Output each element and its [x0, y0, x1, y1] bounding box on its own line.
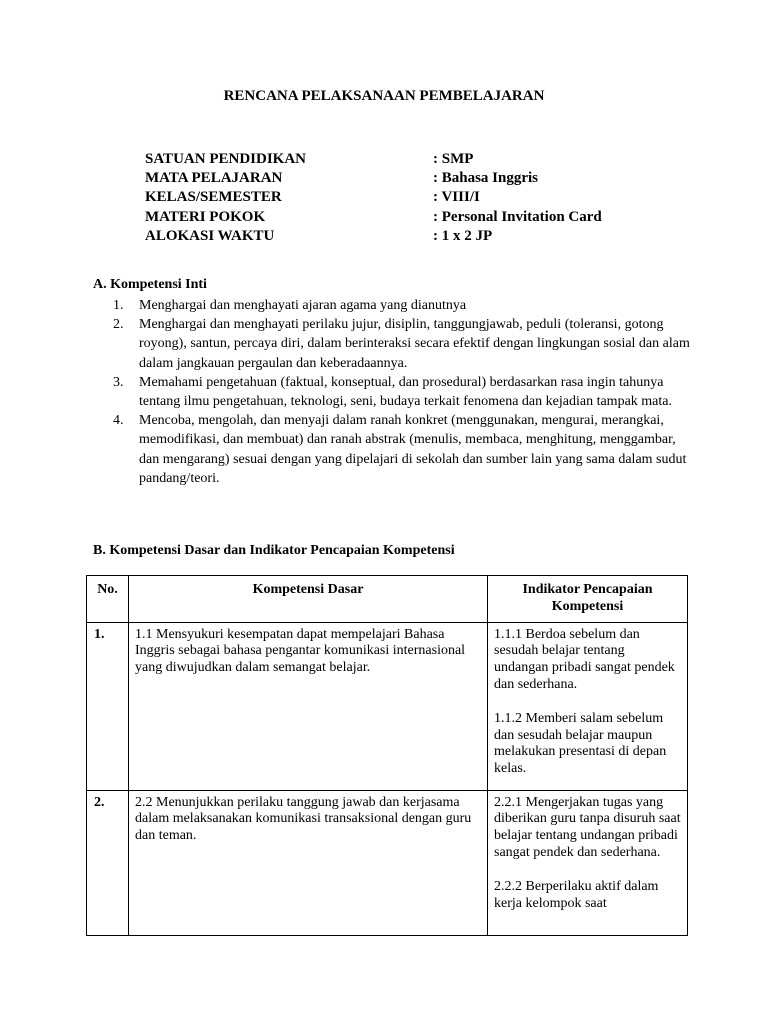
identity-label-time: ALOKASI WAKTU [145, 228, 275, 244]
section-b-heading: B. Kompetensi Dasar dan Indikator Pencapaian Kompetensi [93, 543, 455, 558]
list-item-number: 2. [113, 317, 124, 333]
list-item-text: Menghargai dan menghayati ajaran agama yang dianutnya [139, 298, 467, 313]
list-item-text: Memahami pengetahuan (faktual, konseptual, dan prosedural) berdasarkan rasa ingin tahunya tentang ilmu pengetahuan, teknologi, seni, budaya terkait fenomena dan kejadian tampak mata. [139, 374, 672, 410]
identity-label-school: SATUAN PENDIDIKAN [145, 151, 306, 167]
list-item-text: Mencoba, mengolah, dan menyaji dalam ranah konkret (menggunakan, mengurai, merangkai, memodifikasi, dan membuat) dan ranah abstrak (menulis, membaca, menghitung, menggambar, dan mengarang) sesuai dengan yang dipelajari di sekolah dan sumber lain yang sama dalam sudut pandang/teori. [139, 413, 687, 486]
table-row [87, 790, 688, 935]
indicator-item: 1.1.2 Memberi salam sebelum dan sesudah belajar maupun melakukan presentasi di depan kelas. [494, 710, 667, 777]
list-item [113, 411, 693, 488]
competency-table [86, 575, 688, 936]
row-indicators [488, 622, 688, 790]
column-header-no: No. [87, 576, 129, 623]
identity-label-topic: MATERI POKOK [145, 209, 266, 225]
indicator-item: 1.1.1 Berdoa sebelum dan sesudah belajar tentang undangan pribadi sangat pendek dan sederhana. [494, 626, 675, 692]
list-item [113, 296, 693, 315]
indicator-item: 2.2.2 Berperilaku aktif dalam kerja kelompok saat [494, 878, 659, 911]
identity-value-time: : 1 x 2 JP [433, 228, 493, 244]
table-header-row [87, 576, 688, 623]
list-item-number: 3. [113, 374, 124, 390]
column-header-ipk: Indikator Pencapaian Kompetensi [488, 576, 688, 623]
kompetensi-inti-list [113, 296, 693, 488]
list-item-number: 4. [113, 413, 124, 429]
row-kompetensi-dasar: 1.1 Mensyukuri kesempatan dapat mempelajari Bahasa Inggris sebagai bahasa pengantar komunikasi internasional yang diwujudkan dalam semangat belajar. [129, 622, 488, 790]
list-item [113, 373, 693, 411]
row-number: 2. [87, 790, 129, 935]
list-item-number: 1. [113, 298, 124, 313]
identity-value-topic: : Personal Invitation Card [433, 209, 602, 225]
document-title: RENCANA PELAKSANAAN PEMBELAJARAN [223, 88, 545, 104]
column-header-kd: Kompetensi Dasar [129, 576, 488, 623]
identity-value-school: : SMP [433, 151, 474, 167]
list-item [113, 315, 693, 373]
indicator-item: 2.2.1 Mengerjakan tugas yang diberikan guru tanpa disuruh saat belajar tentang undangan pribadi sangat pendek dan sederhana. [494, 794, 681, 860]
identity-value-class: : VIII/I [433, 189, 480, 205]
identity-value-subject: : Bahasa Inggris [433, 170, 539, 186]
list-item-text: Menghargai dan menghayati perilaku jujur, disiplin, tanggungjawab, peduli (toleransi, gotong royong), santun, percaya diri, dalam berinteraksi secara efektif dengan lingkungan sosial dan alam dalam jangkauan pergaulan dan keberadaannya. [139, 317, 690, 371]
identity-label-subject: MATA PELAJARAN [145, 170, 283, 186]
section-a-heading: A. Kompetensi Inti [93, 277, 207, 292]
row-number: 1. [87, 622, 129, 790]
identity-label-class: KELAS/SEMESTER [145, 189, 282, 205]
row-kompetensi-dasar: 2.2 Menunjukkan perilaku tanggung jawab dan kerjasama dalam melaksanakan komunikasi transaksional dengan guru dan teman. [129, 790, 488, 935]
table-row [87, 622, 688, 790]
row-indicators [488, 790, 688, 935]
